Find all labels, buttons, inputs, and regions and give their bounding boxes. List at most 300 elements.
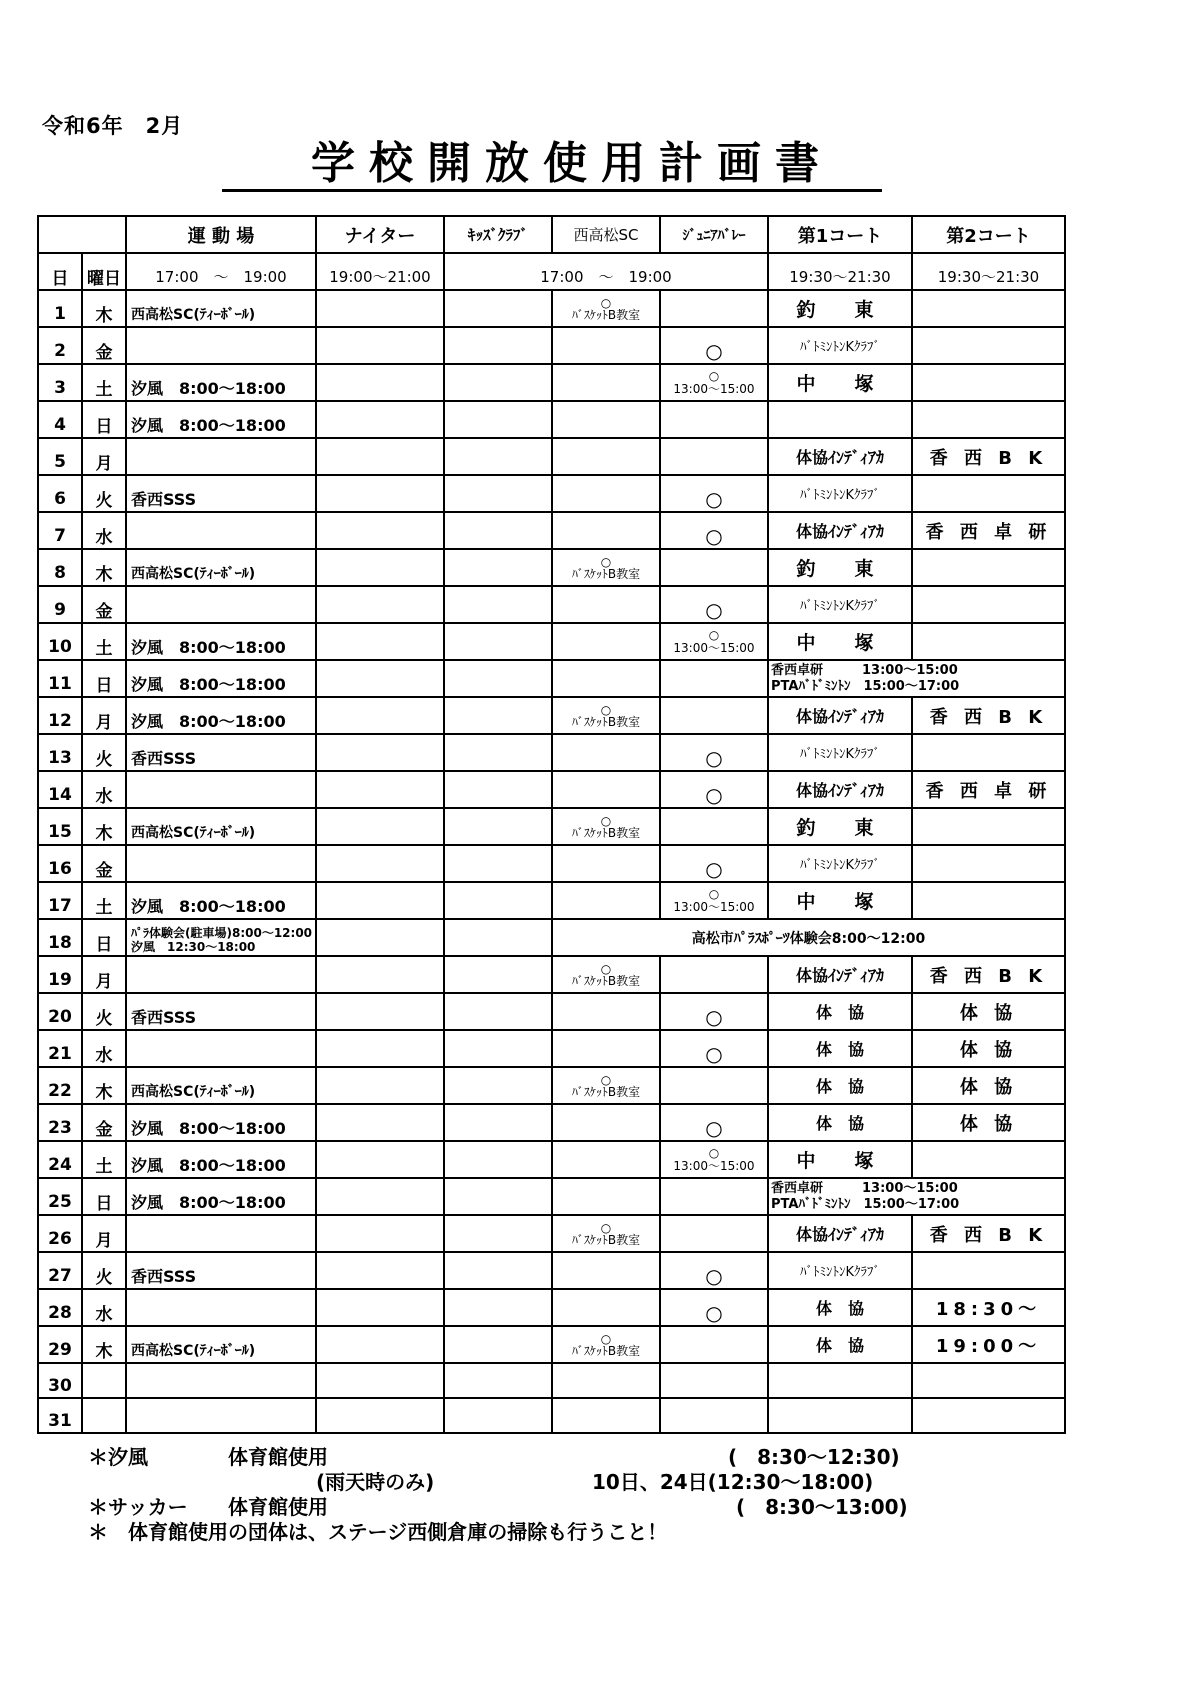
junior-volley-cell — [660, 956, 768, 993]
nighter-cell — [316, 623, 444, 660]
court1-cell: 釣 東 — [768, 290, 912, 327]
nishitakamatsu-cell — [552, 734, 660, 771]
nishitakamatsu-cell — [552, 623, 660, 660]
table-row — [38, 882, 1065, 919]
junior-volley-cell — [660, 1363, 768, 1398]
court1-cell: 体協ｲﾝﾃﾞｨｱｶ — [768, 697, 912, 734]
jv-time: 13:00～15:00 — [673, 381, 755, 396]
weekday: 木 — [82, 1326, 126, 1363]
junior-volley-cell: ○ — [660, 327, 768, 364]
basket-class-label: ﾊﾞｽｹｯﾄB教室 — [571, 1084, 641, 1099]
ground-use: 西高松SC(ﾃｨｰﾎﾞｰﾙ) — [126, 290, 316, 327]
ground-line: 汐風 12:30～18:00 — [131, 939, 256, 954]
day-number: 8 — [38, 549, 82, 586]
court1-cell — [768, 401, 912, 438]
nighter-cell — [316, 1326, 444, 1363]
nishitakamatsu-cell — [552, 1289, 660, 1326]
junior-volley-cell — [660, 438, 768, 475]
court1-cell: ﾊﾞﾄﾐﾝﾄﾝKｸﾗﾌﾞ — [768, 845, 912, 882]
weekday: 月 — [82, 697, 126, 734]
nishitakamatsu-cell — [552, 956, 660, 993]
nishitakamatsu-cell — [552, 475, 660, 512]
nishitakamatsu-cell — [552, 882, 660, 919]
court2-cell — [912, 882, 1065, 919]
weekday: 木 — [82, 808, 126, 845]
court1-cell: 体 協 — [768, 1289, 912, 1326]
basket-class-label: ﾊﾞｽｹｯﾄB教室 — [571, 825, 641, 840]
court2-cell: 香 西 卓 研 — [912, 512, 1065, 549]
kids-club-cell — [444, 364, 552, 401]
nighter-cell — [316, 771, 444, 808]
weekday: 金 — [82, 845, 126, 882]
junior-volley-cell: ○ — [660, 845, 768, 882]
ground-use: 汐風 8:00～18:00 — [126, 697, 316, 734]
kids-club-cell — [444, 401, 552, 438]
ground-use — [126, 512, 316, 549]
era-month: 令和6年 2月 — [42, 114, 184, 138]
table-row — [38, 660, 1065, 697]
ground-use — [126, 845, 316, 882]
nishitakamatsu-cell — [552, 1067, 660, 1104]
junior-volley-cell: ○ — [660, 586, 768, 623]
kids-club-cell — [444, 586, 552, 623]
table-row — [38, 1178, 1065, 1215]
ground-use — [126, 1030, 316, 1067]
court1-cell: ﾊﾞﾄﾐﾝﾄﾝKｸﾗﾌﾞ — [768, 734, 912, 771]
ground-use — [126, 771, 316, 808]
weekday: 火 — [82, 475, 126, 512]
court2-cell: 体 協 — [912, 993, 1065, 1030]
court1-cell: 体 協 — [768, 993, 912, 1030]
junior-volley-cell — [660, 549, 768, 586]
ground-line: ﾊﾟﾗ体験会(駐車場)8:00～12:00 — [131, 925, 313, 940]
court2-cell — [912, 734, 1065, 771]
kids-club-cell — [444, 512, 552, 549]
kids-club-cell — [444, 956, 552, 993]
kids-club-cell — [444, 475, 552, 512]
nighter-cell — [316, 364, 444, 401]
court2-cell — [912, 401, 1065, 438]
nighter-cell — [316, 808, 444, 845]
nighter-cell — [316, 734, 444, 771]
court2-cell: 香 西 B K — [912, 697, 1065, 734]
note-line — [88, 1495, 988, 1520]
table-row — [38, 993, 1065, 1030]
junior-volley-cell — [660, 660, 768, 697]
junior-volley-cell: ○ — [660, 1104, 768, 1141]
table-row — [38, 1141, 1065, 1178]
nishitakamatsu-cell — [552, 1141, 660, 1178]
day-number: 1 — [38, 290, 82, 327]
notes — [88, 1445, 988, 1545]
weekday: 木 — [82, 290, 126, 327]
day-number: 11 — [38, 660, 82, 697]
nishitakamatsu-cell — [552, 1326, 660, 1363]
kids-club-cell — [444, 1252, 552, 1289]
table-row — [38, 1252, 1065, 1289]
court2-cell: 香 西 B K — [912, 956, 1065, 993]
nishitakamatsu-cell — [552, 327, 660, 364]
circle-mark: ○ — [708, 368, 720, 383]
junior-volley-cell — [660, 697, 768, 734]
weekday: 火 — [82, 993, 126, 1030]
kids-club-cell — [444, 1067, 552, 1104]
day-number: 24 — [38, 1141, 82, 1178]
col-junior-volley: ｼﾞｭﾆｱﾊﾞﾚｰ — [660, 216, 768, 253]
ground-use — [126, 1363, 316, 1398]
ground-use: 汐風 8:00～18:00 — [126, 882, 316, 919]
ground-use — [126, 438, 316, 475]
court2-cell — [912, 549, 1065, 586]
ground-use: 香西SSS — [126, 993, 316, 1030]
col-nighter: ナイター — [316, 216, 444, 253]
court1-cell: 釣 東 — [768, 808, 912, 845]
court1-cell: ﾊﾞﾄﾐﾝﾄﾝKｸﾗﾌﾞ — [768, 327, 912, 364]
weekday: 月 — [82, 1215, 126, 1252]
note-text: 体育館使用 — [228, 1445, 328, 1469]
note-text: 体育館使用 — [228, 1495, 328, 1519]
nishitakamatsu-cell — [552, 438, 660, 475]
weekday: 日 — [82, 1178, 126, 1215]
court1-cell: 体協ｲﾝﾃﾞｨｱｶ — [768, 1215, 912, 1252]
circle-mark: ○ — [708, 1145, 720, 1160]
day-number: 23 — [38, 1104, 82, 1141]
day-number: 10 — [38, 623, 82, 660]
ground-use: 汐風 8:00～18:00 — [126, 364, 316, 401]
basket-class-label: ﾊﾞｽｹｯﾄB教室 — [571, 714, 641, 729]
court2-cell — [912, 1141, 1065, 1178]
basket-class-label: ﾊﾞｽｹｯﾄB教室 — [571, 307, 641, 322]
day-number: 31 — [38, 1398, 82, 1433]
day-number: 13 — [38, 734, 82, 771]
court1-cell: 体 協 — [768, 1030, 912, 1067]
court2-cell — [912, 845, 1065, 882]
court2-cell: 体 協 — [912, 1030, 1065, 1067]
kids-club-cell — [444, 1363, 552, 1398]
weekday: 金 — [82, 586, 126, 623]
ground-use: 西高松SC(ﾃｨｰﾎﾞｰﾙ) — [126, 808, 316, 845]
note-line — [88, 1470, 988, 1495]
kids-cell — [444, 919, 552, 956]
ground-use: 西高松SC(ﾃｨｰﾎﾞｰﾙ) — [126, 1067, 316, 1104]
junior-volley-cell: ○ — [660, 734, 768, 771]
circle-mark: ○ — [600, 295, 612, 310]
nighter-cell — [316, 956, 444, 993]
table-row — [38, 327, 1065, 364]
event-span: 高松市ﾊﾟﾗｽﾎﾟｰﾂ体験会8:00～12:00 — [552, 919, 1065, 956]
ground-use: 汐風 8:00～18:00 — [126, 1141, 316, 1178]
court1-cell: ﾊﾞﾄﾐﾝﾄﾝKｸﾗﾌﾞ — [768, 1252, 912, 1289]
time-court1: 19:30～21:30 — [768, 253, 912, 290]
ground-use — [126, 956, 316, 993]
junior-volley-cell: ○ — [660, 1289, 768, 1326]
day-number: 15 — [38, 808, 82, 845]
ground-use: 西高松SC(ﾃｨｰﾎﾞｰﾙ) — [126, 549, 316, 586]
kids-club-cell — [444, 1398, 552, 1433]
court2-cell: 体 協 — [912, 1104, 1065, 1141]
junior-volley-cell — [660, 1178, 768, 1215]
circle-mark: ○ — [600, 702, 612, 717]
nighter-cell — [316, 327, 444, 364]
table-row — [38, 845, 1065, 882]
nishitakamatsu-cell — [552, 290, 660, 327]
court1-cell: 体協ｲﾝﾃﾞｨｱｶ — [768, 771, 912, 808]
junior-volley-cell — [660, 1215, 768, 1252]
circle-mark: ○ — [600, 1220, 612, 1235]
table-row — [38, 1104, 1065, 1141]
kids-club-cell — [444, 993, 552, 1030]
time-row — [38, 253, 1065, 290]
table-row — [38, 919, 1065, 956]
weekday: 水 — [82, 1030, 126, 1067]
kids-club-cell — [444, 549, 552, 586]
jv-time: 13:00～15:00 — [673, 899, 755, 914]
ground-use — [126, 586, 316, 623]
day-number: 26 — [38, 1215, 82, 1252]
ground-use: 汐風 8:00～18:00 — [126, 623, 316, 660]
table-row — [38, 438, 1065, 475]
note-text: (雨天時のみ) — [316, 1470, 435, 1494]
court-split — [768, 1178, 1065, 1215]
circle-mark: ○ — [708, 886, 720, 901]
court1-cell: 体 協 — [768, 1104, 912, 1141]
day-number: 2 — [38, 327, 82, 364]
table-row — [38, 1067, 1065, 1104]
header-blank — [38, 216, 126, 253]
circle-mark: ○ — [600, 961, 612, 976]
weekday: 月 — [82, 956, 126, 993]
time-ground: 17:00 ～ 19:00 — [126, 253, 316, 290]
court2-cell: 18:30～ — [912, 1289, 1065, 1326]
nishitakamatsu-cell — [552, 1398, 660, 1433]
table-row — [38, 401, 1065, 438]
day-number: 29 — [38, 1326, 82, 1363]
table-row — [38, 512, 1065, 549]
col-kids: ｷｯｽﾞｸﾗﾌﾞ — [444, 216, 552, 253]
day-number: 7 — [38, 512, 82, 549]
basket-class-label: ﾊﾞｽｹｯﾄB教室 — [571, 1343, 641, 1358]
weekday: 木 — [82, 1067, 126, 1104]
table-row — [38, 771, 1065, 808]
court-split-line: PTAﾊﾞﾄﾞﾐﾝﾄﾝ 15:00～17:00 — [771, 678, 960, 694]
ground-use: 西高松SC(ﾃｨｰﾎﾞｰﾙ) — [126, 1326, 316, 1363]
court1-cell: 体協ｲﾝﾃﾞｨｱｶ — [768, 956, 912, 993]
court2-cell — [912, 1252, 1065, 1289]
nighter-cell — [316, 919, 444, 956]
court1-cell: 体 協 — [768, 1067, 912, 1104]
junior-volley-cell — [660, 290, 768, 327]
nishitakamatsu-cell — [552, 401, 660, 438]
day-number: 30 — [38, 1363, 82, 1398]
court1-cell: 釣 東 — [768, 549, 912, 586]
weekday: 火 — [82, 1252, 126, 1289]
ground-use: 汐風 8:00～18:00 — [126, 1104, 316, 1141]
court2-cell: 香 西 B K — [912, 438, 1065, 475]
court1-cell: 中 塚 — [768, 882, 912, 919]
col-court2: 第2コート — [912, 216, 1065, 253]
nighter-cell — [316, 882, 444, 919]
court2-cell — [912, 290, 1065, 327]
court-split — [768, 660, 1065, 697]
ground-use — [126, 1215, 316, 1252]
court1-cell — [768, 1398, 912, 1433]
kids-club-cell — [444, 734, 552, 771]
table-row — [38, 586, 1065, 623]
court2-cell — [912, 586, 1065, 623]
court2-cell — [912, 327, 1065, 364]
nighter-cell — [316, 1178, 444, 1215]
day-number: 5 — [38, 438, 82, 475]
nishitakamatsu-cell — [552, 1030, 660, 1067]
ground-use: 汐風 8:00～18:00 — [126, 1178, 316, 1215]
table-row — [38, 364, 1065, 401]
ground-use: 香西SSS — [126, 734, 316, 771]
nishitakamatsu-cell — [552, 512, 660, 549]
junior-volley-cell — [660, 882, 768, 919]
time-court2: 19:30～21:30 — [912, 253, 1065, 290]
junior-volley-cell: ○ — [660, 771, 768, 808]
court1-cell — [768, 1363, 912, 1398]
ground-use: 汐風 8:00～18:00 — [126, 660, 316, 697]
junior-volley-cell: ○ — [660, 1252, 768, 1289]
court2-cell — [912, 623, 1065, 660]
weekday — [82, 1398, 126, 1433]
basket-class-label: ﾊﾞｽｹｯﾄB教室 — [571, 1232, 641, 1247]
junior-volley-cell: ○ — [660, 1030, 768, 1067]
kids-club-cell — [444, 290, 552, 327]
time-nighter: 19:00～21:00 — [316, 253, 444, 290]
weekday: 水 — [82, 512, 126, 549]
court2-cell: 香 西 卓 研 — [912, 771, 1065, 808]
weekday — [82, 1363, 126, 1398]
junior-volley-cell — [660, 808, 768, 845]
nighter-cell — [316, 993, 444, 1030]
court1-cell: 体 協 — [768, 1326, 912, 1363]
nishitakamatsu-cell — [552, 993, 660, 1030]
nighter-cell — [316, 290, 444, 327]
circle-mark: ○ — [708, 627, 720, 642]
nighter-cell — [316, 1141, 444, 1178]
table-row — [38, 956, 1065, 993]
court1-cell: 中 塚 — [768, 1141, 912, 1178]
junior-volley-cell — [660, 1067, 768, 1104]
ground-use: 汐風 8:00～18:00 — [126, 401, 316, 438]
kids-club-cell — [444, 1178, 552, 1215]
kids-club-cell — [444, 623, 552, 660]
kids-club-cell — [444, 1141, 552, 1178]
nishitakamatsu-cell — [552, 1178, 660, 1215]
nishitakamatsu-cell — [552, 771, 660, 808]
court2-cell — [912, 1398, 1065, 1433]
weekday: 土 — [82, 882, 126, 919]
junior-volley-cell: ○ — [660, 993, 768, 1030]
nishitakamatsu-cell — [552, 697, 660, 734]
kids-club-cell — [444, 660, 552, 697]
table-row — [38, 734, 1065, 771]
court2-cell — [912, 808, 1065, 845]
note-line — [88, 1445, 988, 1470]
nishitakamatsu-cell — [552, 660, 660, 697]
kids-club-cell — [444, 1104, 552, 1141]
court1-cell: 中 塚 — [768, 364, 912, 401]
day-number: 19 — [38, 956, 82, 993]
nishitakamatsu-cell — [552, 845, 660, 882]
basket-class-label: ﾊﾞｽｹｯﾄB教室 — [571, 973, 641, 988]
weekday: 金 — [82, 1104, 126, 1141]
table-row — [38, 1326, 1065, 1363]
note-text: 10日、24日(12:30～18:00) — [592, 1470, 874, 1494]
day-number: 20 — [38, 993, 82, 1030]
day-number: 21 — [38, 1030, 82, 1067]
nighter-cell — [316, 401, 444, 438]
circle-mark: ○ — [600, 1072, 612, 1087]
court2-cell — [912, 364, 1065, 401]
weekday: 水 — [82, 1289, 126, 1326]
court2-cell — [912, 1363, 1065, 1398]
weekday: 月 — [82, 438, 126, 475]
jv-time: 13:00～15:00 — [673, 640, 755, 655]
nighter-cell — [316, 438, 444, 475]
col-ground: 運 動 場 — [126, 216, 316, 253]
nighter-cell — [316, 1030, 444, 1067]
kids-club-cell — [444, 882, 552, 919]
table-row — [38, 1030, 1065, 1067]
court1-cell: 体協ｲﾝﾃﾞｨｱｶ — [768, 438, 912, 475]
court2-cell: 19:00～ — [912, 1326, 1065, 1363]
nishitakamatsu-cell — [552, 1104, 660, 1141]
jv-time: 13:00～15:00 — [673, 1158, 755, 1173]
court2-cell — [912, 475, 1065, 512]
weekday: 土 — [82, 623, 126, 660]
table-row — [38, 1398, 1065, 1433]
table-row — [38, 549, 1065, 586]
kids-club-cell — [444, 808, 552, 845]
nighter-cell — [316, 1289, 444, 1326]
court1-cell: ﾊﾞﾄﾐﾝﾄﾝKｸﾗﾌﾞ — [768, 475, 912, 512]
weekday: 水 — [82, 771, 126, 808]
weekday: 土 — [82, 1141, 126, 1178]
note-text: ( 8:30～12:30) — [728, 1445, 900, 1469]
table-row — [38, 475, 1065, 512]
kids-club-cell — [444, 771, 552, 808]
court1-cell: 体協ｲﾝﾃﾞｨｱｶ — [768, 512, 912, 549]
nighter-cell — [316, 845, 444, 882]
note-text: ＊ 体育館使用の団体は、ステージ西側倉庫の掃除も行うこと！ — [88, 1520, 668, 1544]
table-row — [38, 1215, 1065, 1252]
nighter-cell — [316, 1215, 444, 1252]
nighter-cell — [316, 1067, 444, 1104]
col-nishitakamatsu: 西高松SC — [552, 216, 660, 253]
schedule-table — [37, 215, 1066, 1434]
weekday: 火 — [82, 734, 126, 771]
kids-club-cell — [444, 697, 552, 734]
day-number: 12 — [38, 697, 82, 734]
weekday: 日 — [82, 919, 126, 956]
ground-use: 香西SSS — [126, 475, 316, 512]
nishitakamatsu-cell — [552, 1363, 660, 1398]
nishitakamatsu-cell — [552, 586, 660, 623]
time-mid: 17:00 ～ 19:00 — [444, 253, 768, 290]
ground-use — [126, 327, 316, 364]
note-line — [88, 1520, 988, 1545]
junior-volley-cell — [660, 1141, 768, 1178]
circle-mark: ○ — [600, 554, 612, 569]
day-number: 22 — [38, 1067, 82, 1104]
table-row — [38, 290, 1065, 327]
junior-volley-cell — [660, 1326, 768, 1363]
nighter-cell — [316, 1398, 444, 1433]
kids-club-cell — [444, 1030, 552, 1067]
